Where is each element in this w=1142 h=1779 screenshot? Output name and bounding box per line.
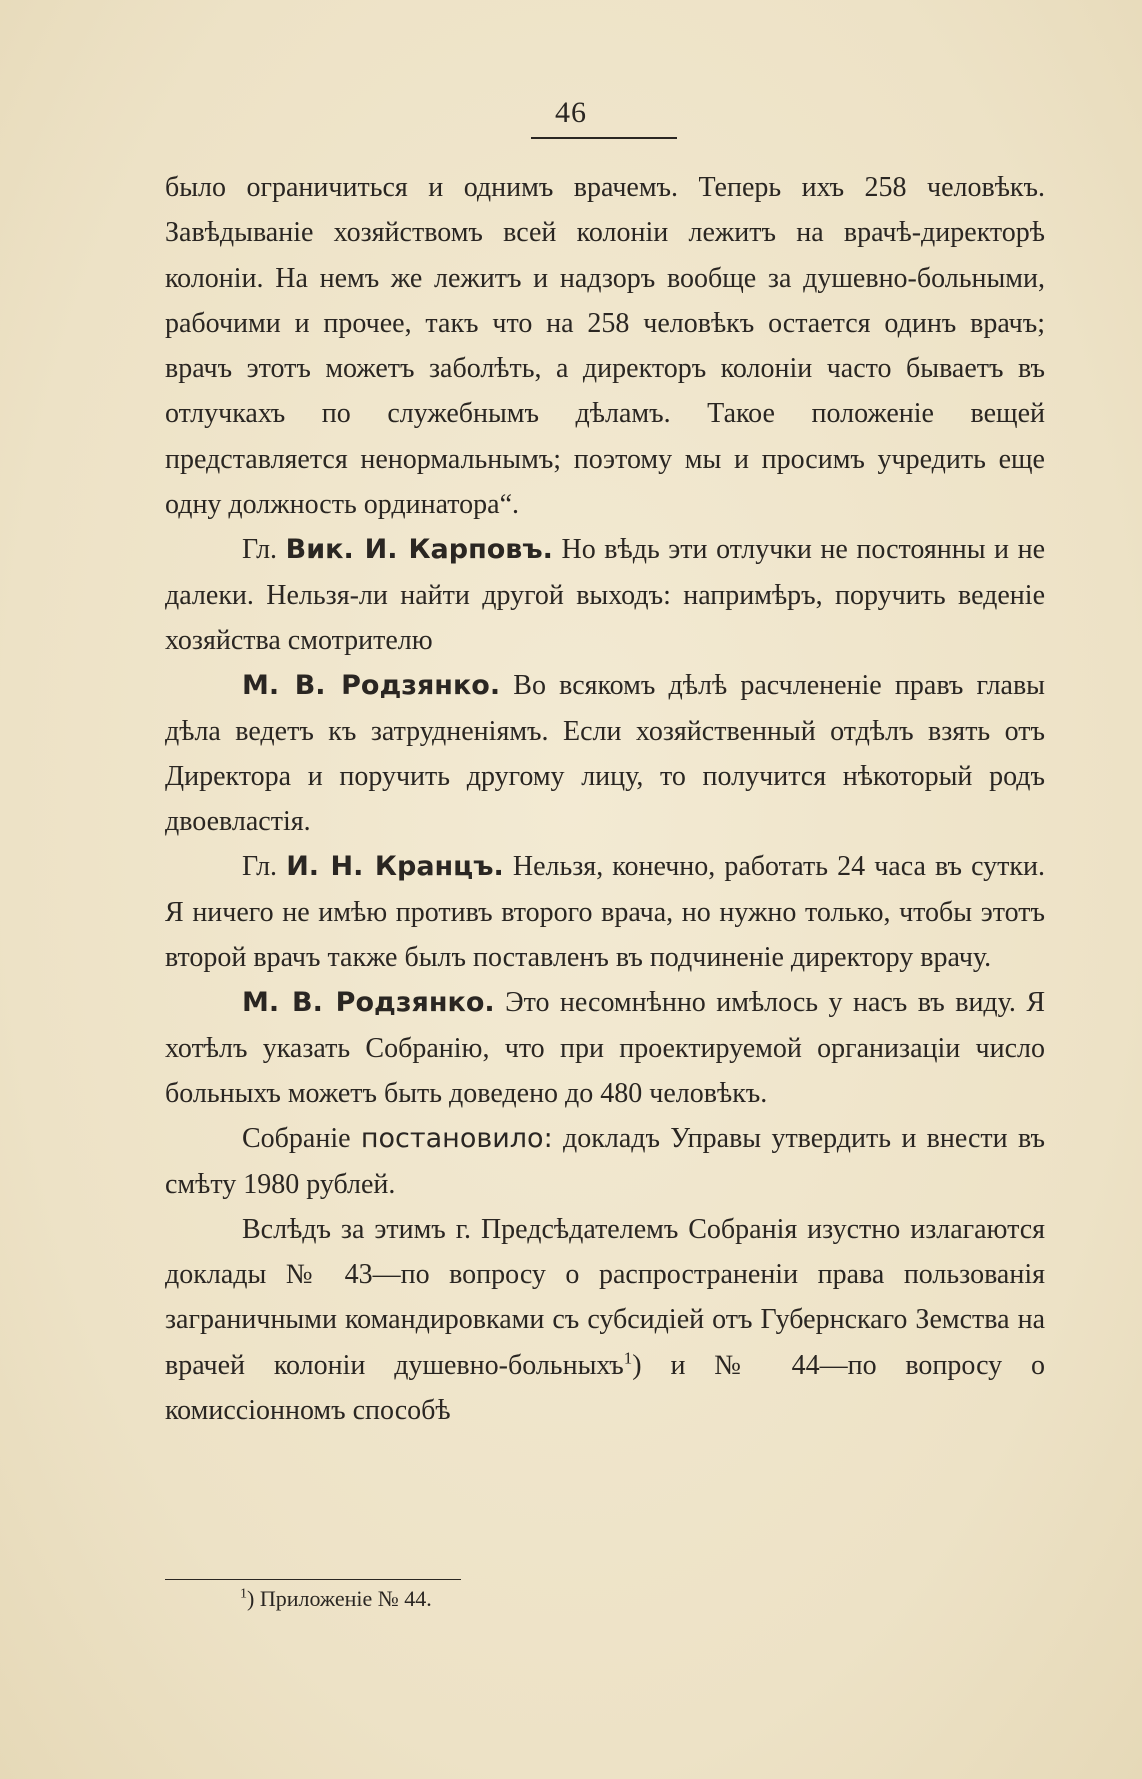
- paragraph-text: было ограничиться и однимъ врачемъ. Теперь ихъ 258 человѣкъ. Завѣдываніе хозяйствомъ всей колоніи лежитъ на врачѣ-директорѣ колоніи. На немъ же лежитъ и надзоръ вообще за душевно-больными, рабочими и прочее, такъ что на 258 человѣкъ остается одинъ врачъ; врачъ этотъ можетъ заболѣть, а директоръ колоніи часто бываетъ въ отлучкахъ по служебнымъ дѣламъ. Такое положеніе вещей представляется ненормальнымъ; поэтому мы и просимъ учредить еще одну должность ординатора“.: [165, 172, 1045, 521]
- speaker-name: И. Н. Кранцъ.: [286, 851, 504, 883]
- page-number: 46: [555, 96, 587, 129]
- paragraph-text: Но вѣдь эти отлучки не постоянны и не далеки. Нельзя-ли найти другой выходъ: напримѣръ, поручить веденіе хозяйства смотрителю: [165, 534, 1046, 656]
- footnote-text: ) Приложеніе № 44.: [247, 1586, 432, 1611]
- paragraph-continuation: [165, 165, 1045, 527]
- paragraph-text: Нельзя, конечно, работать 24 часа въ сутки. Я ничего не имѣю противъ второго врача, но нужно только, чтобы этотъ второй врачъ также былъ поставленъ въ подчиненіе директору врачу.: [165, 851, 1046, 974]
- footnote: [240, 1584, 432, 1614]
- speaker-name: М. В. Родзянко.: [242, 987, 495, 1019]
- resolution-lead: Собраніе: [242, 1123, 361, 1155]
- speaker-prefix: Гл.: [242, 534, 278, 566]
- paragraph-resolution: [165, 1116, 1045, 1207]
- paragraph-reports: [165, 1207, 1045, 1433]
- paragraph-rodzyanko-1: [165, 663, 1045, 844]
- paragraph-text: Вслѣдъ за этимъ г. Предсѣдателемъ Собранія изустно излагаются доклады № 43—по вопросу о распространеніи права пользованія заграничными командировками съ субсидіей отъ Губернскаго Земства на врачей колоніи душевно-больныхъ: [165, 1213, 1045, 1381]
- body-text: [165, 165, 1045, 1433]
- footnote-mark: 1: [240, 1586, 247, 1602]
- paragraph-text: Во всякомъ дѣлѣ расчлененіе правъ главы дѣла ведетъ къ затрудненіямъ. Если хозяйственный отдѣлъ взять отъ Директора и поручить другому лицу, то получится нѣкоторый родъ двоевластія.: [165, 670, 1045, 838]
- page-number-rule: [531, 137, 677, 139]
- paragraph-karpov: [165, 527, 1045, 663]
- footnote-rule: [165, 1579, 461, 1580]
- speaker-prefix: Гл.: [242, 851, 278, 883]
- paragraph-rodzyanko-2: [165, 980, 1045, 1116]
- paragraph-text: докладъ Управы утвердить и внести въ смѣту 1980 рублей.: [165, 1123, 1045, 1200]
- speaker-name: М. В. Родзянко.: [242, 670, 501, 702]
- speaker-name: Вик. И. Карповъ.: [285, 534, 553, 566]
- resolution-keyword: постановило:: [360, 1123, 553, 1155]
- paragraph-text: Это несомнѣнно имѣлось у насъ въ виду. Я хотѣлъ указать Собранію, что при проектируемой организаціи число больныхъ можетъ быть доведено до 480 человѣкъ.: [165, 987, 1046, 1109]
- footnote-reference[interactable]: 1: [623, 1348, 633, 1368]
- paragraph-krants: [165, 844, 1045, 980]
- paragraph-text: ) и № 44—по вопросу о комиссіонномъ способѣ: [165, 1349, 1045, 1427]
